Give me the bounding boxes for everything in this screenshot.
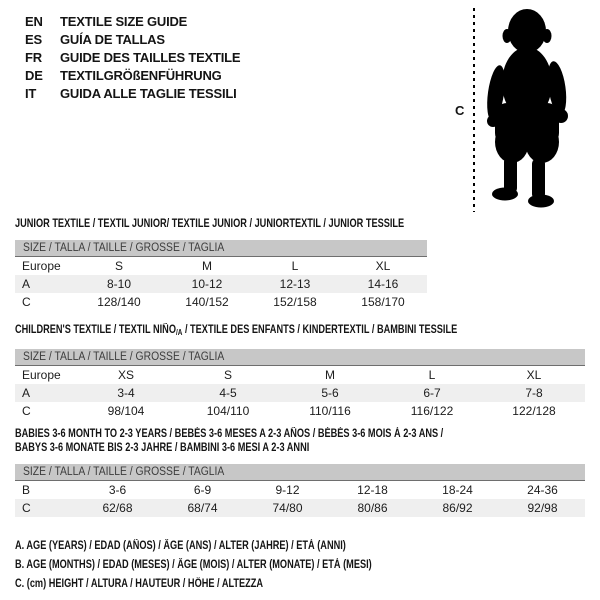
language-code: FR xyxy=(25,50,42,65)
table-row xyxy=(15,481,585,499)
language-code: EN xyxy=(25,14,43,29)
size-header-text: SIZE / TALLA / TAILLE / GRÖSSE / TAGLIA xyxy=(23,351,225,363)
size-cell: 3-6 xyxy=(108,483,127,497)
table-row xyxy=(15,384,585,402)
table-row xyxy=(15,499,585,517)
row-label: A xyxy=(22,386,31,400)
size-cell: L xyxy=(428,368,436,382)
size-cell: XS xyxy=(117,368,134,382)
size-cell: S xyxy=(114,259,123,273)
language-code: ES xyxy=(25,32,42,47)
language-legend xyxy=(25,13,240,103)
footnote-c xyxy=(15,575,461,594)
legend-row-es xyxy=(25,31,240,49)
size-cell: 140/152 xyxy=(185,295,229,309)
size-header-text: SIZE / TALLA / TAILLE / GRÖSSE / TAGLIA xyxy=(23,242,225,254)
legend-row-fr xyxy=(25,49,240,67)
row-label: C xyxy=(22,501,31,515)
footnote-c-text: C. (cm) HEIGHT / ALTURA / HAUTEUR / HÖHE / ALTEZZA xyxy=(15,578,264,590)
table-title-line1: BABIES 3-6 MONTH TO 2-3 YEARS / BEBÉS 3-6 MESES A 2-3 AÑOS / BÉBÉS 3-6 MOIS À 2-3 ANS / xyxy=(15,428,444,440)
size-cell: 98/104 xyxy=(107,404,145,418)
table-title-text: JUNIOR TEXTILE / TEXTIL JUNIOR/ TEXTILE JUNIOR / JUNIORTEXTIL / JUNIOR TESSILE xyxy=(15,218,405,230)
footnote-b-text: B. AGE (MONTHS) / EDAD (MESES) / ÂGE (MOIS) / ALTER (MONATE) / ETÀ (MESI) xyxy=(15,559,372,571)
legend-row-en xyxy=(25,13,240,31)
size-cell: 86/92 xyxy=(442,501,473,515)
language-code: IT xyxy=(25,86,37,101)
size-cell: 7-8 xyxy=(525,386,543,400)
table-row xyxy=(15,275,427,293)
size-cell: 122/128 xyxy=(512,404,556,418)
size-cell: 80/86 xyxy=(357,501,388,515)
row-label: C xyxy=(22,404,31,418)
size-cell: 12-18 xyxy=(357,483,388,497)
size-cell: 110/116 xyxy=(309,404,351,418)
size-cell: M xyxy=(202,259,212,273)
size-cell: 9-12 xyxy=(275,483,300,497)
size-cell: 6-7 xyxy=(423,386,441,400)
size-cell: 18-24 xyxy=(442,483,473,497)
size-table-children xyxy=(15,323,585,420)
size-cell: 10-12 xyxy=(191,277,223,291)
size-cell: 68/74 xyxy=(187,501,218,515)
size-cell: 3-4 xyxy=(117,386,135,400)
table-title xyxy=(15,323,585,340)
table-row xyxy=(15,293,427,311)
size-header-text: SIZE / TALLA / TAILLE / GRÖSSE / TAGLIA xyxy=(23,466,225,478)
size-cell: 128/140 xyxy=(97,295,141,309)
height-c-label: C xyxy=(455,103,465,118)
size-table-junior xyxy=(15,217,427,311)
size-cell: 92/98 xyxy=(527,501,558,515)
baby-silhouette-icon xyxy=(484,8,594,210)
table-title-line2: BABYS 3-6 MONATE BIS 2-3 JAHRE / BAMBINI 3-6 MESI A 2-3 ANNI xyxy=(15,442,310,454)
size-cell: 74/80 xyxy=(272,501,303,515)
size-cell: 12-13 xyxy=(279,277,311,291)
size-cell: XL xyxy=(526,368,542,382)
size-cell: 62/68 xyxy=(102,501,133,515)
size-header-bar xyxy=(15,349,585,366)
size-cell: 4-5 xyxy=(219,386,237,400)
legend-row-de xyxy=(25,67,240,85)
footnote-a xyxy=(15,537,461,556)
row-label: B xyxy=(22,483,31,497)
language-label: GUIDE DES TAILLES TEXTILE xyxy=(60,50,241,65)
row-label: Europe xyxy=(22,259,61,273)
footnotes xyxy=(15,537,461,594)
size-cell: M xyxy=(325,368,335,382)
size-cell: S xyxy=(223,368,232,382)
row-label: C xyxy=(22,295,31,309)
size-table-babies xyxy=(15,427,585,517)
table-title xyxy=(15,217,427,231)
language-label: GUIDA ALLE TAGLIE TESSILI xyxy=(60,86,237,101)
size-cell: 158/170 xyxy=(361,295,405,309)
size-cell: XL xyxy=(375,259,391,273)
size-cell: 14-16 xyxy=(367,277,399,291)
table-title-text: CHILDREN'S TEXTILE / TEXTIL NIÑO/A / TEXTILE DES ENFANTS / KINDERTEXTIL / BAMBINI TESSILE xyxy=(15,324,458,337)
language-label: GUÍA DE TALLAS xyxy=(60,32,165,47)
size-cell: 152/158 xyxy=(273,295,317,309)
language-code: DE xyxy=(25,68,43,83)
table-row xyxy=(15,257,427,275)
row-label: A xyxy=(22,277,31,291)
language-label: TEXTILE SIZE GUIDE xyxy=(60,14,188,29)
size-header-bar xyxy=(15,464,585,481)
language-label: TEXTILGRÖßENFÜHRUNG xyxy=(60,68,222,83)
legend-row-it xyxy=(25,85,240,103)
table-title xyxy=(15,427,585,441)
size-cell: 24-36 xyxy=(527,483,558,497)
size-cell: 104/110 xyxy=(206,404,250,418)
table-row xyxy=(15,366,585,384)
height-dashed-line xyxy=(472,8,476,212)
size-header-bar xyxy=(15,240,427,257)
size-cell: 8-10 xyxy=(106,277,132,291)
size-cell: 6-9 xyxy=(193,483,212,497)
size-cell: 5-6 xyxy=(321,386,339,400)
row-label: Europe xyxy=(22,368,61,382)
size-cell: L xyxy=(291,259,299,273)
table-row xyxy=(15,402,585,420)
size-cell: 116/122 xyxy=(410,404,454,418)
table-title xyxy=(15,441,585,455)
footnote-b xyxy=(15,556,461,575)
footnote-a-text: A. AGE (YEARS) / EDAD (AÑOS) / ÂGE (ANS) / ALTER (JAHRE) / ETÀ (ANNI) xyxy=(15,540,346,552)
